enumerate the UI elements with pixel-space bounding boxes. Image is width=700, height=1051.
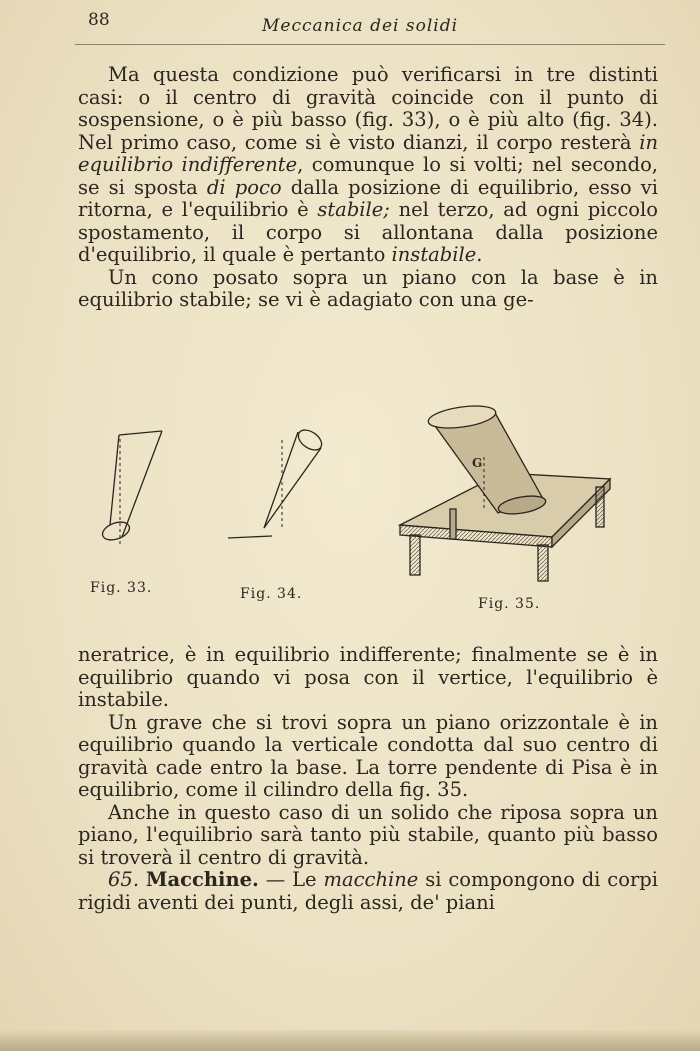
text-run: si compongono di corpi rigidi aventi dei punti, degli assi, de' piani — [78, 868, 658, 914]
figure-34-caption: Fig. 34. — [240, 586, 303, 602]
italic-term: macchine — [323, 868, 419, 891]
italic-term: stabile; — [317, 198, 390, 221]
figure-33-cone — [92, 425, 172, 550]
paragraph-stability: Anche in questo caso di un solido che riposa sopra un piano, l'equilibrio sarà tanto più stabile, quanto più basso si troverà il centro di gravità. — [78, 800, 658, 869]
header-rule — [75, 44, 665, 45]
section-number: 65. — [108, 868, 140, 891]
figure-35-caption: Fig. 35. — [478, 596, 541, 612]
page-bottom-edge — [0, 1030, 700, 1051]
figure-35-label-g: G — [472, 456, 483, 470]
text-run: nel terzo, ad ogni piccolo spostamento, il corpo si allontana dalla posizione d'equilibrio, il quale è pertanto — [78, 198, 658, 266]
page-header — [0, 0, 700, 50]
figure-34-cone — [222, 420, 332, 545]
figure-33-caption: Fig. 33. — [90, 580, 153, 596]
paragraph-grave-on-plane: Un grave che si trovi sopra un piano orizzontale è in equilibrio quando la verticale condotta dal suo centro di gravità cade entro la base. La torre pendente di Pisa è in equilibrio, come il cilindro della fig. 35. — [78, 710, 658, 801]
text-run: , comunque lo si volti; nel secondo, se si sposta — [78, 153, 659, 199]
text-block-top — [78, 64, 658, 312]
page-number: 88 — [88, 10, 110, 30]
text-run: — Le — [258, 868, 324, 891]
figure-35-cylinder-on-table — [392, 405, 620, 585]
text-run: Ma questa condizione può verificarsi in tre distinti casi: o il centro di gravità coincide con il punto di sospensione, o è più basso (fig. 33), o è più alto (fig. 34). Nel primo caso, come si è visto dianzi, il corpo resterà — [78, 63, 658, 154]
section-title: Macchine. — [145, 868, 259, 891]
italic-term: instabile. — [391, 243, 483, 266]
paragraph-cone-continued: neratrice, è in equilibrio indifferente; finalmente se è in equilibrio quando vi posa con il vertice, l'equilibrio è instabile. — [78, 643, 658, 711]
italic-term: di poco — [206, 175, 282, 199]
paragraph-machines — [78, 869, 658, 914]
running-head: Meccanica dei solidi — [262, 16, 459, 36]
paragraph-equilibrium-cases — [78, 64, 658, 267]
text-block-bottom — [78, 644, 658, 914]
italic-term: in equilibrio indifferente — [78, 130, 658, 176]
paragraph-cone: Un cono posato sopra un piano con la base è in equilibrio stabile; se vi è adagiato con una ge- — [78, 265, 658, 311]
text-run: dalla posizione di equilibrio, esso vi ritorna, e l'equilibrio è — [78, 175, 658, 221]
